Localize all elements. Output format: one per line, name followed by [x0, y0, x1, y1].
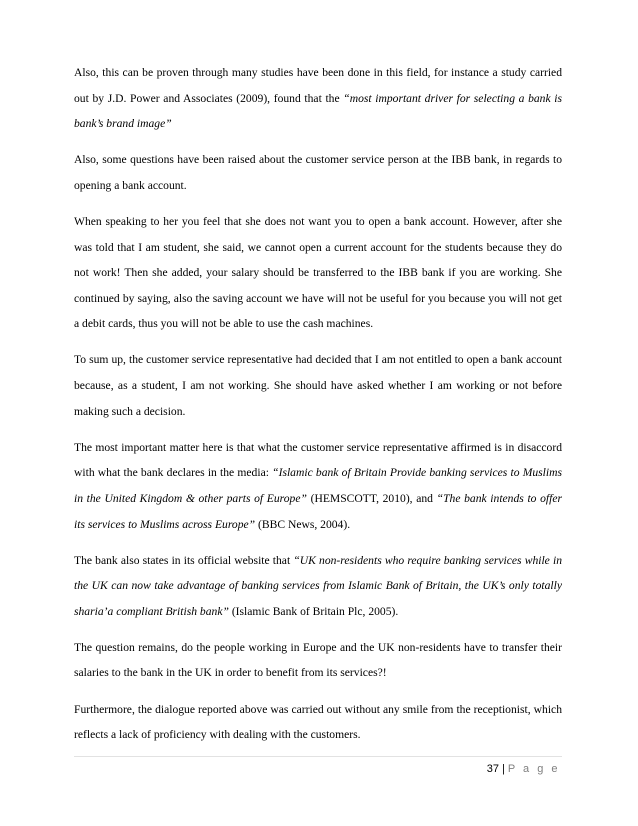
quoted-text: “Islamic bank of Britain Provide banking services to Muslims in the United Kingdom & other parts of Europe” — [74, 466, 562, 505]
paragraph — [74, 147, 562, 198]
text-run: The bank also states in its official website that — [74, 553, 294, 567]
paragraph — [74, 635, 562, 686]
body-text — [74, 60, 562, 748]
paragraph — [74, 60, 562, 137]
page-footer — [487, 762, 560, 776]
footer-divider — [74, 756, 562, 757]
paragraph — [74, 697, 562, 748]
text-run: When speaking to her you feel that she does not want you to open a bank account. However, after she was told that I am student, she said, we cannot open a current account for the students because they do not work! Then she added, your salary should be transferred to the IBB bank if you are working. She continued by saying, also the saving account we have will not be useful for you because you will not get a debit cards, thus you will not be able to use the cash machines. — [74, 214, 562, 331]
page-label: P a g e — [507, 763, 560, 775]
quoted-text: “UK non-residents who require banking services while in the UK can now take advantage of banking services from Islamic Bank of Britain, the UK’s only totally sharia’a compliant British bank” — [74, 553, 562, 618]
paragraph — [74, 435, 562, 537]
text-run: Also, this can be proven through many studies have been done in this field, for instance a study carried out by J.D. Power and Associates (2009), found that the — [74, 66, 562, 105]
text-run: (Islamic Bank of Britain Plc, 2005). — [228, 604, 399, 618]
footer-separator: | — [501, 763, 505, 775]
quoted-text: “The bank intends to offer its services to Muslims across Europe” — [74, 491, 563, 531]
paragraph — [74, 347, 562, 424]
text-run: (HEMSCOTT, 2010), and — [306, 491, 437, 505]
text-run: The question remains, do the people working in Europe and the UK non-residents have to transfer their salaries to the bank in the UK in order to benefit from its services?! — [74, 640, 562, 680]
page-number: 37 — [486, 763, 499, 775]
text-run: To sum up, the customer service representative had decided that I am not entitled to open a bank account because, as a student, I am not working. She should have asked whether I am working or not before making such a decision. — [74, 353, 562, 418]
text-run: The most important matter here is that what the customer service representative affirmed is in disaccord with what the bank declares in the media: — [74, 440, 562, 480]
text-run: (BBC News, 2004). — [255, 517, 351, 531]
text-run: Furthermore, the dialogue reported above was carried out without any smile from the receptionist, which reflects a lack of proficiency with dealing with the customers. — [74, 702, 562, 742]
text-run: Also, some questions have been raised about the customer service person at the IBB bank, in regards to opening a bank account. — [74, 153, 562, 192]
quoted-text: “most important driver for selecting a bank is bank’s brand image” — [74, 91, 563, 131]
paragraph — [74, 548, 562, 625]
paragraph — [74, 209, 562, 337]
